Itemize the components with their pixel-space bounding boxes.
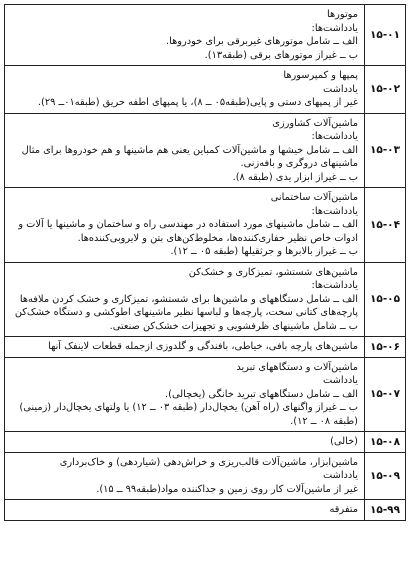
class-description <box>5 5 365 66</box>
class-row <box>5 357 406 432</box>
class-row <box>5 262 406 337</box>
class-row <box>5 500 406 521</box>
class-code: ۱۵-۰۷ <box>365 357 406 432</box>
class-description <box>5 113 365 188</box>
class-note-line: یادداشت‌ها: <box>311 22 358 34</box>
class-title: ماشین‌های پارچه بافی، خیاطی، بافندگی و گلدوزی ازجمله قطعات لاینفک آنها <box>48 341 358 352</box>
class-note-line: یادداشت <box>323 470 358 481</box>
class-note-line: یادداشت‌ها: <box>311 280 358 291</box>
class-note-line: پارچه‌های کتانی سخت، پارچه‌ها و لباسها نظیر ماشینهای اطوکشی و دستگاه خشک‌کن <box>14 307 358 318</box>
class-note-line: ب ــ غیراز واگنهای (راه آهن) یخچال‌دار (طبقه ۰۳ ــ ۱۲) یا ولتهای یخچال‌دار (زمینی) <box>19 402 358 413</box>
class-note-line: یادداشت <box>323 375 358 386</box>
classification-rows <box>5 5 406 521</box>
class-description <box>5 66 365 114</box>
class-code: ۱۵-۰۲ <box>365 66 406 114</box>
class-description <box>5 432 365 453</box>
class-code: ۱۵-۰۹ <box>365 452 406 500</box>
class-title: ماشین‌های شستشو، تمیزکاری و خشک‌کن <box>188 266 358 278</box>
class-note-line: الف ــ شامل خیشها و ماشین‌آلات کمباین یعنی هم ماشینها و هم خودروها برای مثال <box>21 144 358 156</box>
class-description <box>5 337 365 358</box>
class-note-line: الف ــ شامل دستگاههای و ماشین‌ها برای شستشو، تمیزکاری و خشک کردن ملافه‌ها <box>19 293 358 305</box>
class-note-line: یادداشت‌ها: <box>311 205 358 217</box>
class-title: ماشین‌آلات و دستگاههای تبرید <box>236 361 358 373</box>
class-note-line: ماشینهای دروگری و بافه‌زنی. <box>240 158 358 169</box>
class-row <box>5 188 406 263</box>
class-row <box>5 66 406 114</box>
class-note-line: ب ــ شامل ماشینهای ظرفشویی و تجهیزات خشک‌کن صنعتی. <box>109 320 358 332</box>
class-code: ۱۵-۰۳ <box>365 113 406 188</box>
class-note-line: الف ــ شامل ماشینهای مورد استفاده در مهندسی راه و ساختمان و ماشینها یا آلات و <box>18 219 358 230</box>
class-note-line: یادداشت‌ها: <box>311 131 358 142</box>
class-code: ۱۵-۰۱ <box>365 5 406 66</box>
class-description <box>5 262 365 337</box>
class-description <box>5 452 365 500</box>
class-title: (خالی) <box>330 436 358 447</box>
class-title: ماشین‌آلات ساختمانی <box>270 192 358 203</box>
class-note-line: غیر از پمپهای دستی و پایی(طبقه۰۵ ــ ۸)، یا پمپهای اطفه حریق (طبقه۰۱ــ ۲۹). <box>37 97 358 108</box>
class-note-line: ب ــ غیراز بالابرها و جرثقیلها (طبقه ۰۵ ــ ۱۲). <box>170 246 358 257</box>
class-description <box>5 188 365 263</box>
class-row <box>5 337 406 358</box>
class-title: ماشین‌ابزار، ماشین‌آلات قالب‌ریزی و خراش‌دهی (شیاردهی) و خاک‌برداری <box>59 456 358 468</box>
class-title: ماشین‌آلات کشاورزی <box>272 117 358 129</box>
class-note-line: ب ــ غیراز موتورهای برقی (طبقه۱۳). <box>204 49 358 61</box>
class-row <box>5 452 406 500</box>
class-description <box>5 500 365 521</box>
class-row <box>5 113 406 188</box>
class-description <box>5 357 365 432</box>
class-note-line: ادوات خاص نظیر حفاری‌کننده‌ها، مخلوط‌کن‌های بتن و لایروبی‌کننده‌ها. <box>77 232 358 244</box>
class-code: ۱۵-۹۹ <box>365 500 406 521</box>
class-code: ۱۵-۰۴ <box>365 188 406 263</box>
class-code: ۱۵-۰۶ <box>365 337 406 358</box>
class-note-line: (طبقه ۰۸ ــ ۱۲). <box>290 415 358 427</box>
class-code: ۱۵-۰۵ <box>365 262 406 337</box>
class-row <box>5 5 406 66</box>
class-title: موتورها <box>327 9 358 20</box>
classification-table <box>4 4 406 521</box>
class-note-line: یادداشت <box>323 83 358 95</box>
class-note-line: الف ــ شامل دستگاههای تبرید خانگی (یخچالی). <box>165 388 358 400</box>
class-note-line: ب ــ غیراز ابزار یدی (طبقه ۸). <box>232 171 358 183</box>
class-note-line: غیر از ماشین‌آلات کار روی زمین و جداکننده مواد(طبقه۹۹ ــ ۱۵). <box>96 483 358 495</box>
class-row <box>5 432 406 453</box>
class-code: ۱۵-۰۸ <box>365 432 406 453</box>
class-title: متفرقه <box>329 504 358 515</box>
class-note-line: الف ــ شامل موتورهای غیربرقی برای خودروها. <box>166 36 358 47</box>
class-title: پمپها و کمپرسورها <box>283 70 358 81</box>
